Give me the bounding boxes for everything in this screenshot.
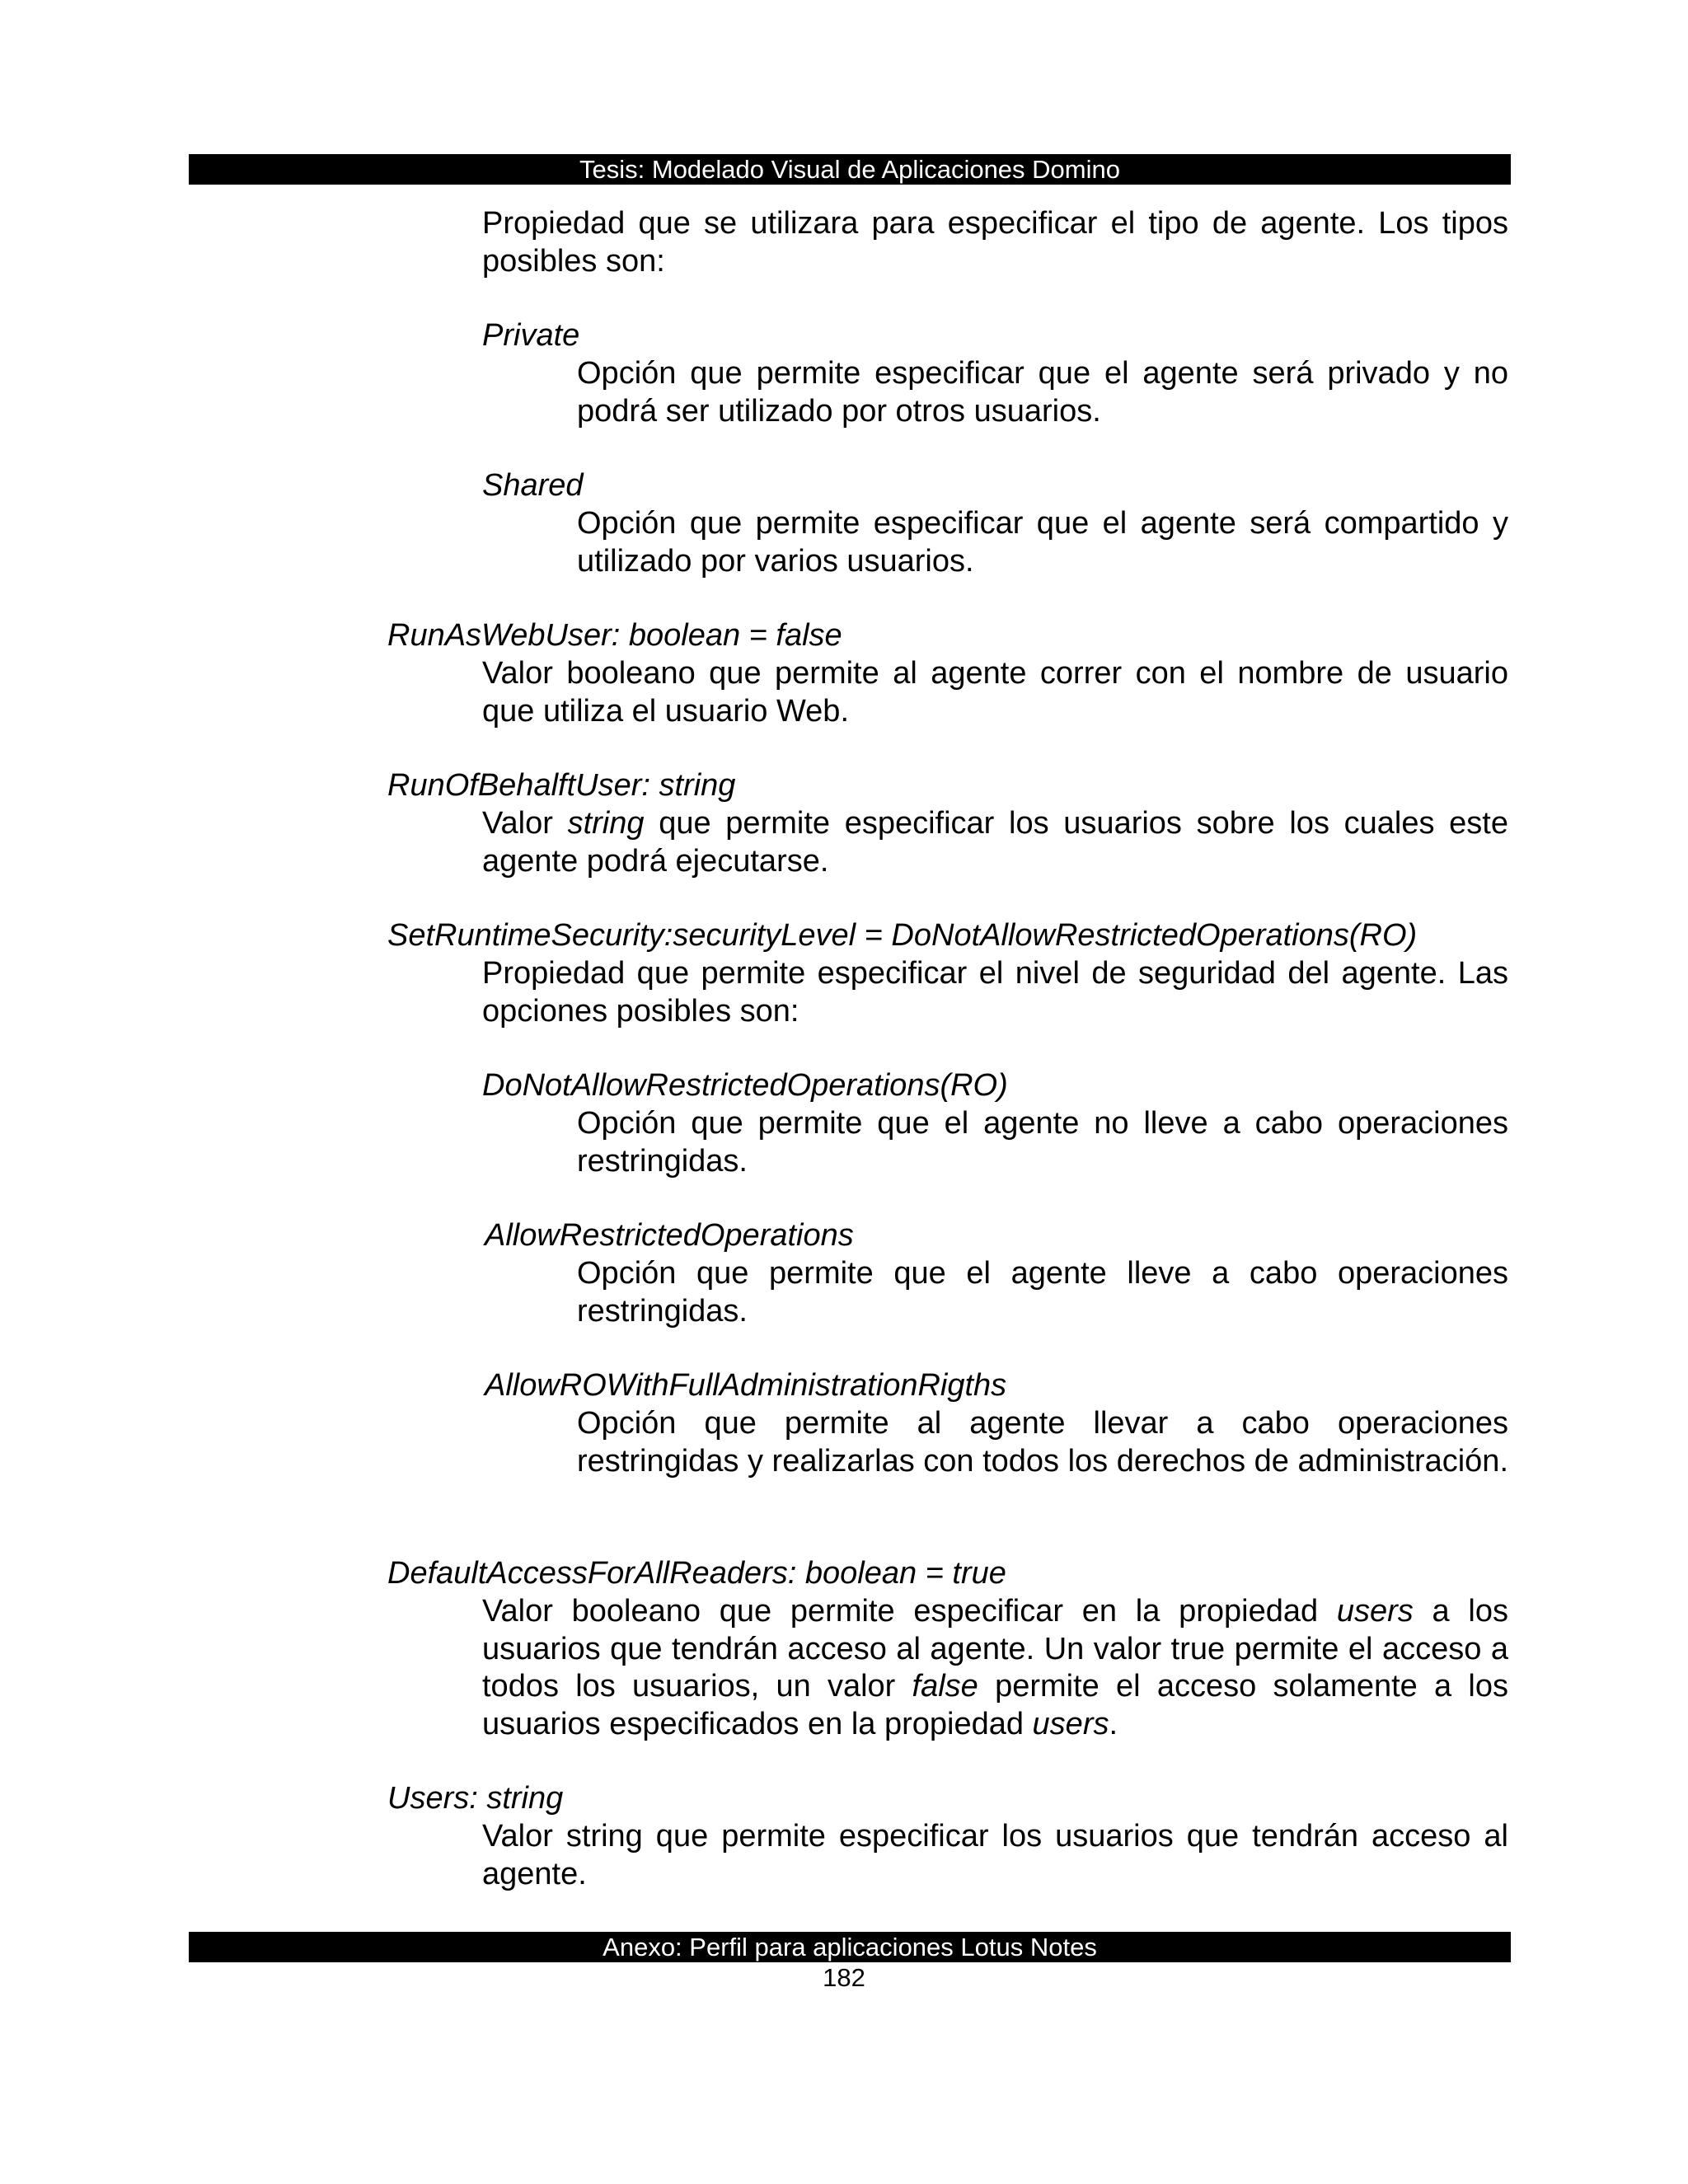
page-number: 182 bbox=[823, 1963, 865, 1992]
shared-description: Opción que permite especificar que el agente será compartido y utilizado por varios usuarios. bbox=[577, 506, 1508, 579]
run-of-behalf-user-desc-start: Valor bbox=[482, 806, 568, 841]
allow-ro-term: AllowRestrictedOperations bbox=[485, 1218, 854, 1253]
run-of-behalf-user-description bbox=[482, 805, 1508, 880]
default-access-desc-users-2: users bbox=[1032, 1706, 1109, 1741]
set-runtime-security-term: SetRuntimeSecurity:securityLevel = DoNotAllowRestrictedOperations(RO) bbox=[387, 918, 1418, 953]
header-bar bbox=[189, 154, 1511, 185]
shared-term: Shared bbox=[482, 468, 584, 503]
default-access-term: DefaultAccessForAllReaders: boolean = true bbox=[387, 1556, 1006, 1591]
default-access-desc-false: false bbox=[912, 1669, 978, 1704]
default-access-desc-part-4: . bbox=[1109, 1706, 1118, 1741]
do-not-allow-ro-description: Opción que permite que el agente no lleve a cabo operaciones restringidas. bbox=[577, 1106, 1508, 1179]
run-of-behalf-user-desc-string: string bbox=[567, 806, 645, 841]
run-as-web-user-term: RunAsWebUser: boolean = false bbox=[387, 618, 842, 653]
set-runtime-security-description: Propiedad que permite especificar el nivel de seguridad del agente. Las opciones posibles son: bbox=[482, 956, 1508, 1029]
default-access-desc-users-1: users bbox=[1336, 1594, 1414, 1629]
default-access-desc-part-1: Valor booleano que permite especificar en la propiedad bbox=[482, 1594, 1337, 1629]
default-access-desc-part-3: permite el acceso solamente a los usuarios especificados en la propiedad bbox=[482, 1669, 1508, 1741]
private-description: Opción que permite especificar que el agente será privado y no podrá ser utilizado por otros usuarios. bbox=[577, 356, 1508, 429]
run-as-web-user-description: Valor booleano que permite al agente correr con el nombre de usuario que utiliza el usuario Web. bbox=[482, 656, 1508, 729]
footer-title: Anexo: Perfil para aplicaciones Lotus Notes bbox=[603, 1933, 1097, 1961]
header-title: Tesis: Modelado Visual de Aplicaciones Domino bbox=[579, 155, 1120, 184]
run-of-behalf-user-term: RunOfBehalftUser: string bbox=[387, 768, 736, 803]
private-term: Private bbox=[482, 318, 580, 353]
footer-bar bbox=[189, 1932, 1511, 1962]
users-term: Users: string bbox=[387, 1781, 564, 1816]
do-not-allow-ro-term: DoNotAllowRestrictedOperations(RO) bbox=[482, 1068, 1008, 1103]
agent-type-description: Propiedad que se utilizara para especificar el tipo de agente. Los tipos posibles son: bbox=[482, 206, 1508, 279]
allow-ro-description: Opción que permite que el agente lleve a cabo operaciones restringidas. bbox=[577, 1256, 1508, 1329]
users-description: Valor string que permite especificar los usuarios que tendrán acceso al agente. bbox=[482, 1819, 1508, 1891]
default-access-description bbox=[482, 1593, 1508, 1743]
allow-ro-full-admin-term: AllowROWithFullAdministrationRigths bbox=[485, 1368, 1007, 1403]
allow-ro-full-admin-description: Opción que permite al agente llevar a cabo operaciones restringidas y realizarlas con todos los derechos de administración. bbox=[577, 1406, 1508, 1479]
default-access-desc-part-2: a los usuarios que tendrán acceso al agente. Un valor true permite el acceso a todos los usuarios, un valor bbox=[482, 1594, 1509, 1704]
run-of-behalf-user-desc-end: que permite especificar los usuarios sobre los cuales este agente podrá ejecutarse. bbox=[482, 806, 1508, 879]
